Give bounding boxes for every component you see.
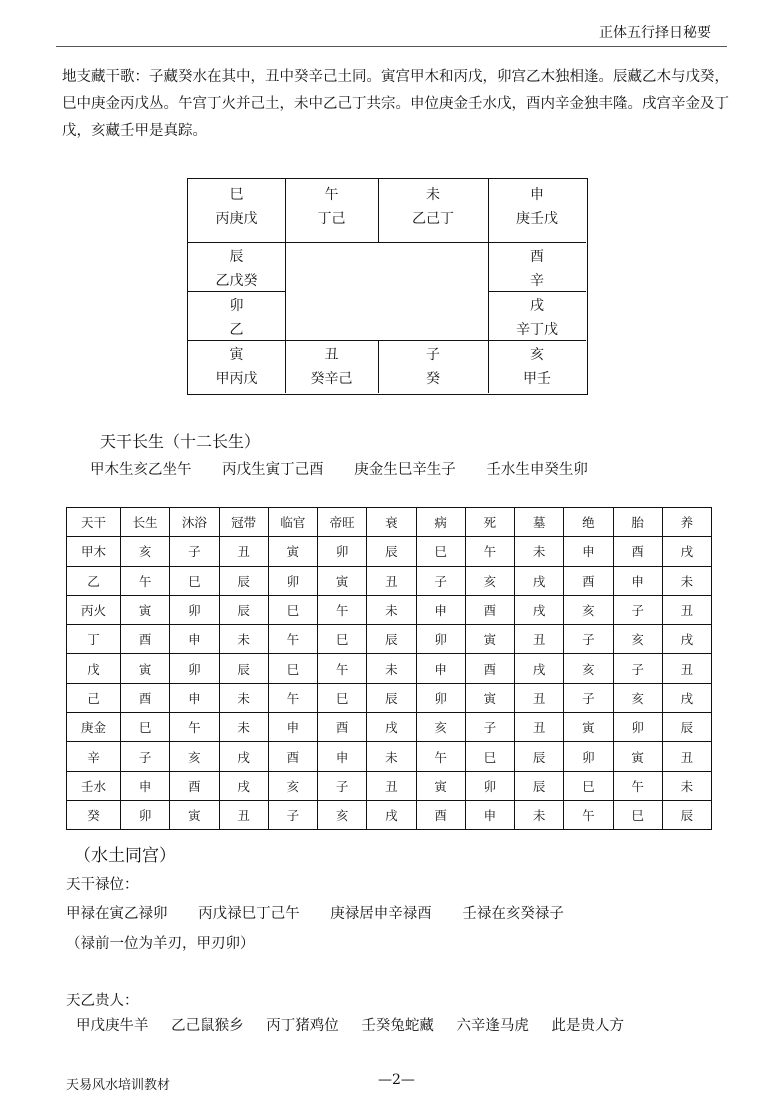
hidden-stems: 乙戊癸 (215, 273, 258, 289)
twelve-stages-table (66, 507, 712, 830)
table-cell: 午 (268, 625, 317, 654)
table-cell: 巳 (268, 595, 317, 624)
table-cell: 丑 (219, 800, 268, 829)
table-cell: 寅 (268, 537, 317, 566)
grid-cell-mao (188, 294, 285, 342)
table-cell: 未 (367, 595, 416, 624)
guiren-title: 天乙贵人： (66, 993, 139, 1009)
lu-rule: 丙戊禄巳丁己午 (198, 906, 300, 922)
table-cell: 亥 (465, 566, 514, 595)
table-cell: 寅 (465, 683, 514, 712)
table-cell: 子 (465, 713, 514, 742)
table-cell: 戌 (515, 654, 564, 683)
hidden-stems: 乙 (229, 322, 244, 338)
table-cell: 未 (662, 771, 711, 800)
grid-cell-chen (188, 245, 285, 293)
table-cell: 未 (515, 537, 564, 566)
lu-rule: 庚禄居申辛禄酉 (330, 906, 432, 922)
branch-label: 巳 (229, 187, 244, 203)
column-header: 长生 (121, 508, 170, 537)
page-header-title: 正体五行择日秘要 (599, 25, 711, 41)
table-cell: 亥 (416, 713, 465, 742)
table-cell: 寅 (465, 625, 514, 654)
table-row (67, 742, 712, 771)
table-cell: 卯 (170, 654, 219, 683)
branch-label: 辰 (229, 249, 244, 265)
hidden-stems: 乙己丁 (412, 211, 454, 227)
branch-label: 寅 (229, 347, 244, 363)
grid-cell-wei (378, 183, 488, 231)
table-cell: 亥 (268, 771, 317, 800)
table-row (67, 654, 712, 683)
table-cell: 午 (465, 537, 514, 566)
table-cell: 未 (219, 625, 268, 654)
table-cell: 卯 (564, 742, 613, 771)
branch-label: 申 (530, 187, 544, 203)
table-row (67, 595, 712, 624)
table-cell: 午 (318, 654, 367, 683)
table-cell: 子 (121, 742, 170, 771)
table-cell: 戌 (662, 625, 711, 654)
table-cell: 亥 (121, 537, 170, 566)
table-cell: 卯 (613, 713, 662, 742)
table-cell: 辰 (367, 683, 416, 712)
grid-cell-you (488, 245, 586, 293)
column-header: 临官 (268, 508, 317, 537)
table-cell: 未 (515, 800, 564, 829)
table-cell: 巳 (318, 625, 367, 654)
grid-cell-yin (188, 343, 285, 391)
hidden-stems: 庚壬戊 (516, 211, 558, 227)
table-cell: 酉 (318, 713, 367, 742)
table-cell: 酉 (121, 683, 170, 712)
row-header-stem: 丙火 (67, 595, 121, 624)
table-cell: 申 (564, 537, 613, 566)
table-cell: 卯 (465, 771, 514, 800)
branch-hidden-stems-grid (187, 178, 588, 395)
page-number: —2— (378, 1072, 415, 1088)
grid-cell-si (188, 183, 285, 231)
table-cell: 亥 (613, 683, 662, 712)
branch-label: 午 (324, 187, 339, 203)
guiren-rule: 六辛逢马虎 (456, 1018, 529, 1034)
hidden-stems: 丁己 (317, 211, 346, 227)
grid-line (285, 242, 488, 243)
table-cell: 酉 (465, 595, 514, 624)
table-cell: 辰 (662, 713, 711, 742)
table-cell: 子 (564, 625, 613, 654)
table-cell: 丑 (219, 537, 268, 566)
table-cell: 巳 (170, 566, 219, 595)
table-cell: 酉 (121, 625, 170, 654)
table-cell: 辰 (219, 595, 268, 624)
footer-source: 天易风水培训教材 (66, 1078, 171, 1093)
changsheng-title: 天干长生（十二长生） (100, 432, 261, 451)
guiren-rule: 壬癸兔蛇藏 (361, 1018, 434, 1034)
table-cell: 辰 (662, 800, 711, 829)
table-cell: 戌 (219, 742, 268, 771)
shuitu-note: （水土同宫） (74, 846, 176, 866)
table-cell: 子 (416, 566, 465, 595)
changsheng-rule: 庚金生巳辛生子 (354, 462, 456, 478)
table-row (67, 566, 712, 595)
grid-cell-xu (488, 294, 586, 342)
table-cell: 亥 (170, 742, 219, 771)
table-cell: 巳 (564, 771, 613, 800)
table-row (67, 771, 712, 800)
lu-rule: 壬禄在亥癸禄子 (462, 906, 564, 922)
hidden-stems-poem: 地支藏干歌：子藏癸水在其中，丑中癸辛己土同。寅宫甲木和丙戊，卯宫乙木独相逢。辰藏乙木与戊癸，巳中庚金丙戊丛。午宫丁火并己土，未中乙己丁共宗。申位庚金壬水戊，酉内辛金独丰隆。戌宫辛金及丁戊，亥藏壬甲是真踪。 (62, 69, 729, 139)
row-header-stem: 壬水 (67, 771, 121, 800)
column-header: 病 (416, 508, 465, 537)
grid-cell-hai (488, 343, 586, 391)
table-cell: 未 (367, 654, 416, 683)
table-cell: 丑 (662, 742, 711, 771)
table-cell: 戌 (367, 800, 416, 829)
table-cell: 巳 (465, 742, 514, 771)
table-cell: 戌 (662, 683, 711, 712)
branch-label: 丑 (324, 347, 339, 363)
table-cell: 未 (662, 566, 711, 595)
table-cell: 辰 (219, 566, 268, 595)
column-header: 养 (662, 508, 711, 537)
table-cell: 午 (613, 771, 662, 800)
row-header-stem: 甲木 (67, 537, 121, 566)
table-cell: 未 (367, 742, 416, 771)
branch-label: 亥 (530, 347, 544, 363)
row-header-stem: 乙 (67, 566, 121, 595)
changsheng-rule: 丙戊生寅丁己酉 (222, 462, 324, 478)
guiren-rule: 丙丁猪鸡位 (266, 1018, 339, 1034)
table-cell: 亥 (564, 654, 613, 683)
table-cell: 午 (268, 683, 317, 712)
column-header: 胎 (613, 508, 662, 537)
table-cell: 丑 (515, 683, 564, 712)
table-cell: 申 (121, 771, 170, 800)
table-cell: 丑 (367, 771, 416, 800)
column-header: 衰 (367, 508, 416, 537)
table-cell: 酉 (416, 800, 465, 829)
table-cell: 午 (170, 713, 219, 742)
table-cell: 子 (613, 654, 662, 683)
table-cell: 丑 (662, 595, 711, 624)
table-cell: 戌 (662, 537, 711, 566)
row-header-stem: 戊 (67, 654, 121, 683)
lu-note: （禄前一位为羊刃，甲刃卯） (66, 936, 255, 952)
table-cell: 寅 (121, 595, 170, 624)
changsheng-rule: 甲木生亥乙坐午 (90, 462, 192, 478)
column-header: 帝旺 (318, 508, 367, 537)
table-cell: 午 (564, 800, 613, 829)
column-header: 墓 (515, 508, 564, 537)
table-cell: 寅 (613, 742, 662, 771)
table-cell: 戌 (515, 566, 564, 595)
table-cell: 子 (268, 800, 317, 829)
table-cell: 酉 (170, 771, 219, 800)
grid-line (488, 242, 586, 243)
column-header: 死 (465, 508, 514, 537)
column-header: 绝 (564, 508, 613, 537)
row-header-stem: 辛 (67, 742, 121, 771)
table-cell: 亥 (564, 595, 613, 624)
table-row (67, 537, 712, 566)
table-cell: 子 (170, 537, 219, 566)
table-cell: 申 (465, 800, 514, 829)
table-cell: 午 (121, 566, 170, 595)
branch-label: 子 (426, 347, 440, 363)
guiren-rules (76, 1014, 624, 1035)
table-cell: 巳 (121, 713, 170, 742)
guiren-rule: 此是贵人方 (551, 1018, 625, 1034)
table-cell: 寅 (318, 566, 367, 595)
hidden-stems: 甲壬 (523, 371, 551, 387)
table-cell: 丑 (515, 713, 564, 742)
table-cell: 巳 (318, 683, 367, 712)
table-cell: 未 (219, 713, 268, 742)
column-header: 冠带 (219, 508, 268, 537)
table-cell: 丑 (367, 566, 416, 595)
lu-title: 天干禄位： (66, 877, 139, 893)
table-row (67, 713, 712, 742)
hidden-stems: 癸辛己 (310, 371, 353, 387)
table-cell: 辰 (515, 742, 564, 771)
table-cell: 戌 (219, 771, 268, 800)
table-cell: 寅 (121, 654, 170, 683)
table-cell: 亥 (613, 625, 662, 654)
table-cell: 申 (170, 625, 219, 654)
table-cell: 寅 (170, 800, 219, 829)
table-cell: 卯 (121, 800, 170, 829)
row-header-stem: 己 (67, 683, 121, 712)
hidden-stems: 辛 (530, 273, 544, 289)
lu-rule: 甲禄在寅乙禄卯 (66, 906, 168, 922)
table-cell: 亥 (318, 800, 367, 829)
table-cell: 巳 (268, 654, 317, 683)
column-header-stem: 天干 (67, 508, 121, 537)
table-cell: 辰 (515, 771, 564, 800)
lu-rules (66, 902, 590, 923)
hidden-stems: 甲丙戊 (215, 371, 258, 387)
grid-cell-zi (378, 343, 488, 391)
table-cell: 酉 (465, 654, 514, 683)
table-cell: 丑 (515, 625, 564, 654)
grid-cell-wu (285, 183, 378, 231)
header-divider (56, 46, 727, 47)
table-cell: 申 (416, 654, 465, 683)
branch-label: 未 (426, 187, 440, 203)
table-cell: 卯 (170, 595, 219, 624)
column-header: 沐浴 (170, 508, 219, 537)
table-cell: 酉 (613, 537, 662, 566)
table-row (67, 625, 712, 654)
table-cell: 戌 (515, 595, 564, 624)
table-cell: 巳 (613, 800, 662, 829)
grid-line (188, 242, 285, 243)
table-cell: 辰 (367, 625, 416, 654)
guiren-rule: 乙己鼠猴乡 (171, 1018, 244, 1034)
table-cell: 巳 (416, 537, 465, 566)
table-cell: 酉 (564, 566, 613, 595)
table-cell: 寅 (564, 713, 613, 742)
table-cell: 申 (318, 742, 367, 771)
table-cell: 寅 (416, 771, 465, 800)
row-header-stem: 癸 (67, 800, 121, 829)
table-cell: 卯 (416, 683, 465, 712)
table-cell: 戌 (367, 713, 416, 742)
table-cell: 丑 (662, 654, 711, 683)
table-header-row (67, 508, 712, 537)
table-cell: 子 (318, 771, 367, 800)
table-cell: 子 (613, 595, 662, 624)
table-cell: 卯 (416, 625, 465, 654)
table-cell: 申 (613, 566, 662, 595)
changsheng-rules (90, 458, 614, 479)
table-cell: 卯 (318, 537, 367, 566)
hidden-stems: 丙庚戊 (215, 211, 258, 227)
guiren-rule: 甲戊庚牛羊 (76, 1018, 149, 1034)
table-cell: 未 (219, 683, 268, 712)
branch-label: 酉 (530, 249, 544, 265)
table-cell: 子 (564, 683, 613, 712)
table-cell: 申 (268, 713, 317, 742)
branch-label: 卯 (229, 298, 244, 314)
table-cell: 午 (416, 742, 465, 771)
hidden-stems: 癸 (426, 371, 440, 387)
grid-cell-chou (285, 343, 378, 391)
table-row (67, 683, 712, 712)
table-cell: 辰 (367, 537, 416, 566)
table-cell: 辰 (219, 654, 268, 683)
grid-cell-shen (488, 183, 586, 231)
table-row (67, 800, 712, 829)
hidden-stems: 辛丁戊 (516, 322, 558, 338)
row-header-stem: 丁 (67, 625, 121, 654)
changsheng-rule: 壬水生申癸生卯 (486, 462, 588, 478)
table-cell: 午 (318, 595, 367, 624)
branch-label: 戌 (530, 298, 544, 314)
row-header-stem: 庚金 (67, 713, 121, 742)
table-cell: 酉 (268, 742, 317, 771)
table-cell: 申 (170, 683, 219, 712)
table-cell: 卯 (268, 566, 317, 595)
table-cell: 申 (416, 595, 465, 624)
